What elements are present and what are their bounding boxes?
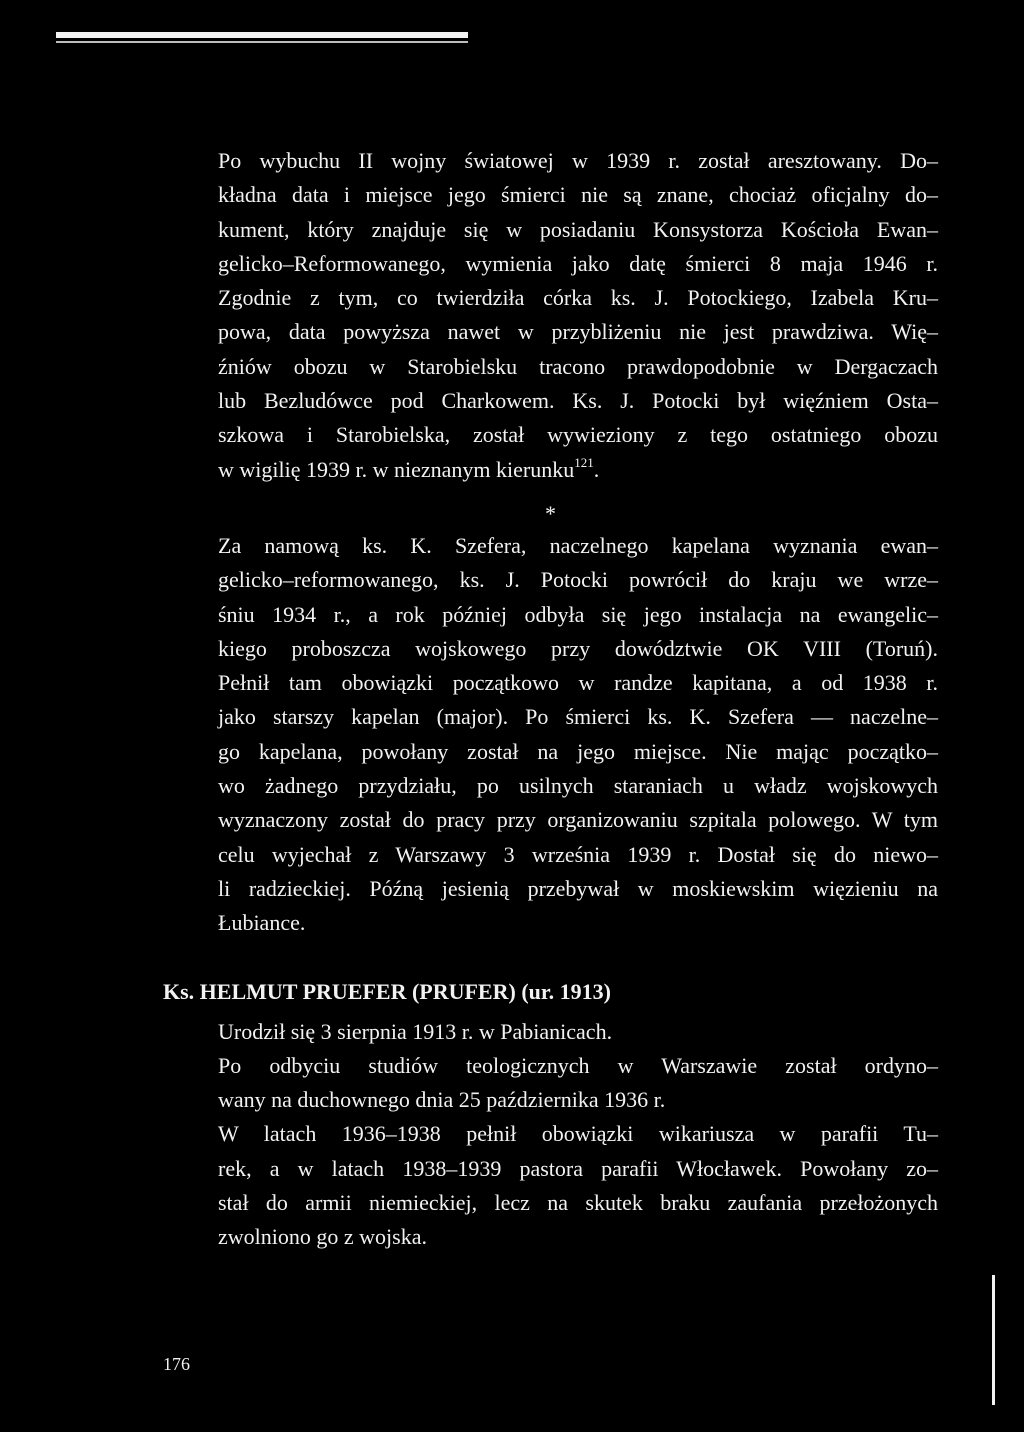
text-line: lub Bezludówce pod Charkowem. Ks. J. Potocki był więźniem Osta– (218, 388, 938, 414)
text-line: li radzieckiej. Późną jesienią przebywał w moskiewskim więzieniu na (218, 875, 938, 901)
text-line: Za namową ks. K. Szefera, naczelnego kapelana wyznania ewan– (218, 532, 938, 558)
text-line: wo żadnego przydziału, po usilnych staraniach u władz wojskowych (218, 773, 938, 799)
text-line: Pełnił tam obowiązki początkowo w randze kapitana, a od 1938 r. (218, 670, 938, 696)
text-line: Po odbyciu studiów teologicznych w Warszawie został ordyno– (218, 1052, 938, 1078)
paragraph-return (163, 529, 938, 941)
paragraph-studies (163, 1049, 938, 1118)
text-line: stał do armii niemieckiej, lecz na skutek braku zaufania przełożonych (218, 1190, 938, 1216)
text-line: kładna data i miejsce jego śmierci nie są znane, chociaż oficjalny do– (218, 182, 938, 208)
top-rule-thin (56, 41, 468, 43)
margin-rule (992, 1275, 995, 1405)
text-line: Po wybuchu II wojny światowej w 1939 r. został aresztowany. Do– (218, 148, 938, 173)
text-line: powa, data powyższa nawet w przybliżeniu nie jest prawdziwa. Wię– (218, 319, 938, 345)
text-line: kument, który znajduje się w posiadaniu Konsystorza Kościoła Ewan– (218, 216, 938, 242)
text-line: jako starszy kapelan (major). Po śmierci ks. K. Szefera — naczelne– (218, 704, 938, 730)
page-number: 176 (163, 1354, 190, 1374)
section-heading: Ks. HELMUT PRUEFER (PRUFER) (ur. 1913) (163, 978, 611, 1004)
text-line: kiego proboszcza wojskowego przy dowództwie OK VIII (Toruń). (218, 635, 938, 661)
text-line-last: Urodził się 3 sierpnia 1913 r. w Pabianicach. (218, 1018, 613, 1044)
text-line-last (163, 453, 938, 487)
text-line: gelicko–reformowanego, ks. J. Potocki powrócił do kraju we wrze– (218, 567, 938, 593)
footnote-reference: 121 (574, 454, 594, 470)
text-line: źniów obozu w Starobielsku tracono prawdopodobnie w Dergaczach (218, 353, 938, 379)
section-separator: * (545, 500, 556, 526)
text-line: go kapelana, powołany został na jego miejsce. Nie mając początko– (218, 738, 938, 764)
text-line: śniu 1934 r., a rok później odbyła się jego instalacja na ewangelic– (218, 601, 938, 627)
text-line-last: Łubiance. (218, 910, 306, 936)
text-line: Zgodnie z tym, co twierdziła córka ks. J. Potockiego, Izabela Kru– (218, 285, 938, 311)
text-line: rek, a w latach 1938–1939 pastora parafii Włocławek. Powołany zo– (218, 1155, 938, 1181)
text-fragment: w wigilię 1939 r. w nieznanym kierunku (218, 456, 575, 482)
text-line-last: wany na duchownego dnia 25 października 1936 r. (218, 1087, 666, 1113)
text-fragment: . (593, 456, 600, 482)
text-line: szkowa i Starobielska, został wywieziony z tego ostatniego obozu (218, 422, 938, 448)
text-line-last: zwolniono go z wojska. (218, 1224, 427, 1250)
paragraph-birth (163, 1015, 938, 1049)
text-line: wyznaczony został do pracy przy organizowaniu szpitala polowego. W tym (218, 807, 938, 833)
text-line: celu wyjechał z Warszawy 3 września 1939 r. Dostał się do niewo– (218, 841, 938, 867)
text-line: W latach 1936–1938 pełnił obowiązki wikariusza w parafii Tu– (218, 1121, 938, 1147)
top-rule (56, 32, 468, 38)
page-content (163, 144, 938, 1255)
text-line: gelicko–Reformowanego, wymienia jako datę śmierci 8 maja 1946 r. (218, 250, 938, 276)
paragraph-arrest (163, 144, 938, 487)
paragraph-service (163, 1117, 938, 1254)
